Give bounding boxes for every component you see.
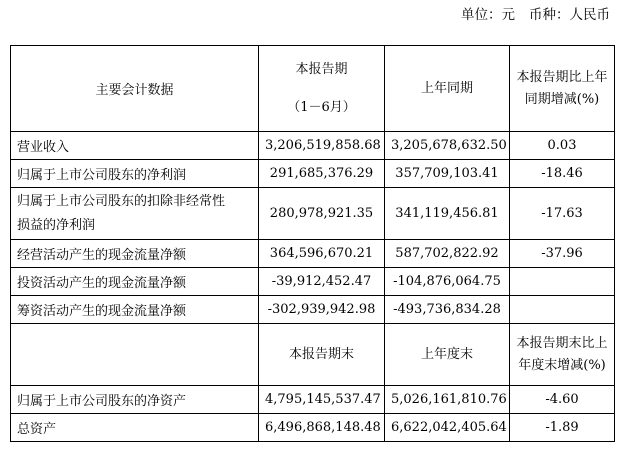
table-row xyxy=(11,132,615,160)
header-prior-period: 上年同期 xyxy=(385,46,510,132)
row-label: 投资活动产生的现金流量净额 xyxy=(11,268,259,296)
table-subheader-row xyxy=(11,324,615,386)
table-header-row xyxy=(11,46,615,132)
row-label: 归属于上市公司股东的净利润 xyxy=(11,160,259,188)
table-row xyxy=(11,188,615,240)
currency-label: 币种：人民币 xyxy=(529,7,610,23)
row-prior-value: 357,709,103.41 xyxy=(385,160,510,188)
subheader-change-vs-year-end xyxy=(510,324,615,386)
row-label: 归属于上市公司股东的净资产 xyxy=(11,386,259,414)
row-label: 总资产 xyxy=(11,414,259,442)
header-current-period-line2: （1－6月） xyxy=(287,99,356,115)
subheader-change-line1: 本报告期末比上 xyxy=(516,335,608,351)
row-change-value: -17.63 xyxy=(510,188,615,240)
row-label: 筹资活动产生的现金流量净额 xyxy=(11,296,259,324)
row-label-line1: 归属于上市公司股东的扣除非经常性 xyxy=(17,193,226,209)
row-prior-value: 3,205,678,632.50 xyxy=(385,132,510,160)
row-prior-value: 341,119,456.81 xyxy=(385,188,510,240)
header-main-data: 主要会计数据 xyxy=(11,46,259,132)
header-yoy-change-line2: 同期增减(%) xyxy=(524,91,600,107)
row-prior-value: 5,026,161,810.76 xyxy=(385,386,510,414)
row-current-value: 280,978,921.35 xyxy=(259,188,385,240)
row-change-value: -4.60 xyxy=(510,386,615,414)
table-row xyxy=(11,296,615,324)
row-prior-value: -104,876,064.75 xyxy=(385,268,510,296)
row-label-line2: 损益的净利润 xyxy=(17,217,96,233)
row-current-value: -302,939,942.98 xyxy=(259,296,385,324)
row-label xyxy=(11,188,259,240)
header-current-period-line1: 本报告期 xyxy=(295,61,348,77)
table-row xyxy=(11,268,615,296)
row-prior-value: 6,622,042,405.64 xyxy=(385,414,510,442)
row-current-value: 6,496,868,148.48 xyxy=(259,414,385,442)
table-row xyxy=(11,160,615,188)
header-current-period xyxy=(259,46,385,132)
row-label: 营业收入 xyxy=(11,132,259,160)
row-change-value: -18.46 xyxy=(510,160,615,188)
row-change-value: -37.96 xyxy=(510,240,615,268)
row-change-value xyxy=(510,296,615,324)
header-yoy-change-line1: 本报告期比上年 xyxy=(516,69,608,85)
row-current-value: 291,685,376.29 xyxy=(259,160,385,188)
table-row xyxy=(11,240,615,268)
table-row xyxy=(11,414,615,442)
table-row xyxy=(11,386,615,414)
row-current-value: 4,795,145,537.47 xyxy=(259,386,385,414)
row-prior-value: 587,702,822.92 xyxy=(385,240,510,268)
unit-label: 单位：元 xyxy=(461,7,515,23)
row-change-value: -1.89 xyxy=(510,414,615,442)
row-change-value xyxy=(510,268,615,296)
row-change-value: 0.03 xyxy=(510,132,615,160)
row-current-value: -39,912,452.47 xyxy=(259,268,385,296)
subheader-prior-year-end: 上年度末 xyxy=(385,324,510,386)
key-accounting-data-table xyxy=(10,45,615,442)
row-prior-value: -493,736,834.28 xyxy=(385,296,510,324)
subheader-current-period-end: 本报告期末 xyxy=(259,324,385,386)
unit-currency-line xyxy=(461,6,610,24)
header-yoy-change xyxy=(510,46,615,132)
subheader-change-line2: 年度末增减(%) xyxy=(518,357,606,373)
subheader-label xyxy=(11,324,259,386)
row-label: 经营活动产生的现金流量净额 xyxy=(11,240,259,268)
row-current-value: 364,596,670.21 xyxy=(259,240,385,268)
row-current-value: 3,206,519,858.68 xyxy=(259,132,385,160)
